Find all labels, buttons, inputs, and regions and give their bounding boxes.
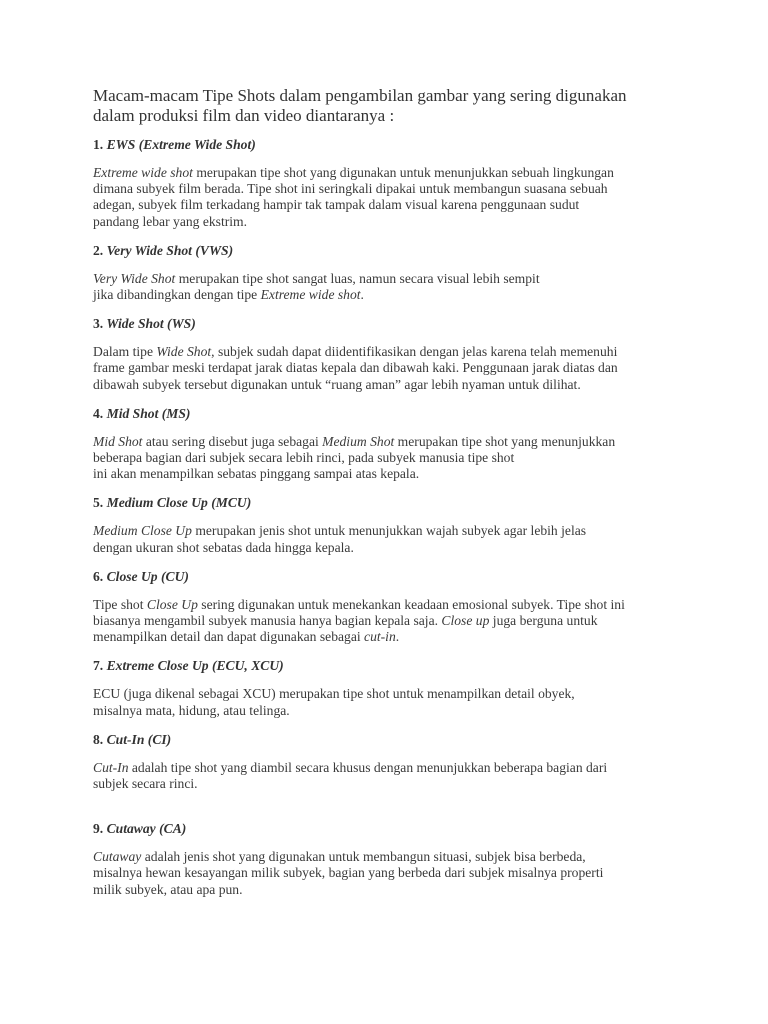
text-run: milik subyek, atau apa pun. <box>93 881 243 897</box>
text-run: frame gambar meski terdapat jarak diatas kepala dan dibawah kaki. Penggunaan jarak diatas dan <box>93 360 618 376</box>
text-run: dimana subyek film berada. Tipe shot ini seringkali dipakai untuk membangun suasana sebuah <box>93 181 608 197</box>
text-run: ECU (juga dikenal sebagai XCU) merupakan tipe shot untuk menampilkan detail obyek, <box>93 686 575 702</box>
text-run: pandang lebar yang ekstrim. <box>93 213 248 229</box>
text-run: atau sering disebut juga sebagai <box>142 433 323 449</box>
paragraph-line <box>93 760 693 776</box>
section-number: 6. <box>93 568 104 584</box>
text-run: misalnya hewan kesayangan milik subyek, bagian yang berbeda dari subjek misalnya properti <box>93 865 604 881</box>
section-paragraph <box>93 849 693 898</box>
section-number: 3. <box>93 316 104 332</box>
document-page <box>93 86 693 911</box>
paragraph-line <box>93 181 693 197</box>
text-run: menampilkan detail dan dapat digunakan sebagai <box>93 629 365 645</box>
intro-line-1: Macam-macam Tipe Shots dalam pengambilan gambar yang sering digunakan <box>93 86 627 105</box>
paragraph-line <box>93 197 693 213</box>
paragraph-line <box>93 450 693 466</box>
section-heading <box>93 243 693 259</box>
text-run: dibawah subyek tersebut digunakan untuk “ruang aman” agar lebih nyaman untuk dilihat. <box>93 376 581 392</box>
section-heading <box>93 821 693 837</box>
paragraph-line <box>93 776 693 792</box>
section-heading <box>93 495 693 511</box>
text-run: juga berguna untuk <box>489 613 598 629</box>
sections-container <box>93 137 693 898</box>
paragraph-line <box>93 523 693 539</box>
section-number: 2. <box>93 242 104 258</box>
text-run: merupakan tipe shot yang menunjukkan <box>394 433 616 449</box>
section-title: Mid Shot (MS) <box>106 405 191 421</box>
paragraph-line <box>93 865 693 881</box>
text-run: merupakan jenis shot untuk menunjukkan wajah subyek agar lebih jelas <box>191 523 587 539</box>
text-run: , subjek sudah dapat diidentifikasikan dengan jelas karena telah memenuhi <box>211 344 618 360</box>
text-run: dengan ukuran shot sebatas dada hingga kepala. <box>93 539 354 555</box>
section-title: EWS (Extreme Wide Shot) <box>106 137 256 152</box>
section-number: 7. <box>93 658 104 674</box>
section-paragraph <box>93 760 693 792</box>
section-paragraph <box>93 344 693 393</box>
section-heading <box>93 658 693 674</box>
section-number: 8. <box>93 731 104 747</box>
text-run: merupakan tipe shot yang digunakan untuk menunjukkan sebuah lingkungan <box>192 165 614 180</box>
text-run: sering digunakan untuk menekankan keadaan emosional subyek. Tipe shot ini <box>197 596 625 612</box>
paragraph-line <box>93 344 693 360</box>
section-heading <box>93 316 693 332</box>
section-heading <box>93 406 693 422</box>
paragraph-line <box>93 686 693 702</box>
paragraph-line <box>93 287 693 303</box>
section-number: 1. <box>93 137 104 152</box>
paragraph-line <box>93 597 693 613</box>
italic-term: cut-in <box>364 629 396 645</box>
italic-term: Close up <box>441 613 490 629</box>
section-heading <box>93 569 693 585</box>
section-title: Wide Shot (WS) <box>106 316 196 332</box>
paragraph-line <box>93 629 693 645</box>
italic-term: Mid Shot <box>93 433 143 449</box>
section-paragraph <box>93 434 693 483</box>
text-run: ini akan menampilkan sebatas pinggang sampai atas kepala. <box>93 466 420 482</box>
section-title: Cut-In (CI) <box>106 731 172 747</box>
text-run: . <box>360 287 364 303</box>
section-title: Cutaway (CA) <box>106 821 187 837</box>
text-run: adalah tipe shot yang diambil secara khusus dengan menunjukkan beberapa bagian dari <box>128 759 608 775</box>
section-spacer <box>93 805 693 821</box>
italic-term: Cutaway <box>93 849 142 865</box>
paragraph-line <box>93 165 693 181</box>
italic-term: Medium Close Up <box>93 523 192 539</box>
italic-term: Extreme wide shot <box>93 165 193 180</box>
paragraph-line <box>93 377 693 393</box>
section-title: Very Wide Shot (VWS) <box>106 242 234 258</box>
paragraph-line <box>93 360 693 376</box>
paragraph-line <box>93 540 693 556</box>
text-run: subjek secara rinci. <box>93 776 198 792</box>
section-number: 9. <box>93 821 104 837</box>
section-heading <box>93 137 693 153</box>
section-paragraph <box>93 165 693 230</box>
text-run: beberapa bagian dari subjek secara lebih rinci, pada subyek manusia tipe shot <box>93 450 515 466</box>
italic-term: Very Wide Shot <box>93 270 176 286</box>
paragraph-line <box>93 214 693 230</box>
italic-term: Cut-In <box>93 759 129 775</box>
section-number: 5. <box>93 495 104 511</box>
paragraph-line <box>93 271 693 287</box>
section-paragraph <box>93 686 693 718</box>
text-run: biasanya mengambil subyek manusia hanya bagian kepala saja. <box>93 613 442 629</box>
text-run: misalnya mata, hidung, atau telinga. <box>93 702 290 718</box>
intro-line-2: dalam produksi film dan video diantaranya : <box>93 106 395 125</box>
italic-term: Medium Shot <box>322 433 395 449</box>
section-number: 4. <box>93 405 104 421</box>
text-run: jika dibandingkan dengan tipe <box>93 287 261 303</box>
intro-paragraph <box>93 86 693 126</box>
paragraph-line <box>93 882 693 898</box>
section-paragraph <box>93 523 693 555</box>
italic-term: Extreme wide shot <box>260 287 361 303</box>
paragraph-line <box>93 613 693 629</box>
text-run: . <box>395 629 400 645</box>
paragraph-line <box>93 703 693 719</box>
section-title: Medium Close Up (MCU) <box>106 495 252 511</box>
text-run: Dalam tipe <box>93 344 157 360</box>
section-heading <box>93 732 693 748</box>
text-run: merupakan tipe shot sangat luas, namun secara visual lebih sempit <box>175 270 540 286</box>
section-paragraph <box>93 597 693 646</box>
section-title: Close Up (CU) <box>106 568 189 584</box>
text-run: adalah jenis shot yang digunakan untuk membangun situasi, subjek bisa berbeda, <box>141 849 586 865</box>
section-paragraph <box>93 271 693 303</box>
section-title: Extreme Close Up (ECU, XCU) <box>106 658 284 674</box>
paragraph-line <box>93 849 693 865</box>
paragraph-line <box>93 466 693 482</box>
paragraph-line <box>93 434 693 450</box>
text-run: adegan, subyek film terkadang hampir tak tampak dalam visual karena penggunaan sudut <box>93 197 580 213</box>
italic-term: Close Up <box>146 596 198 612</box>
text-run: Tipe shot <box>93 596 147 612</box>
italic-term: Wide Shot <box>156 344 212 360</box>
